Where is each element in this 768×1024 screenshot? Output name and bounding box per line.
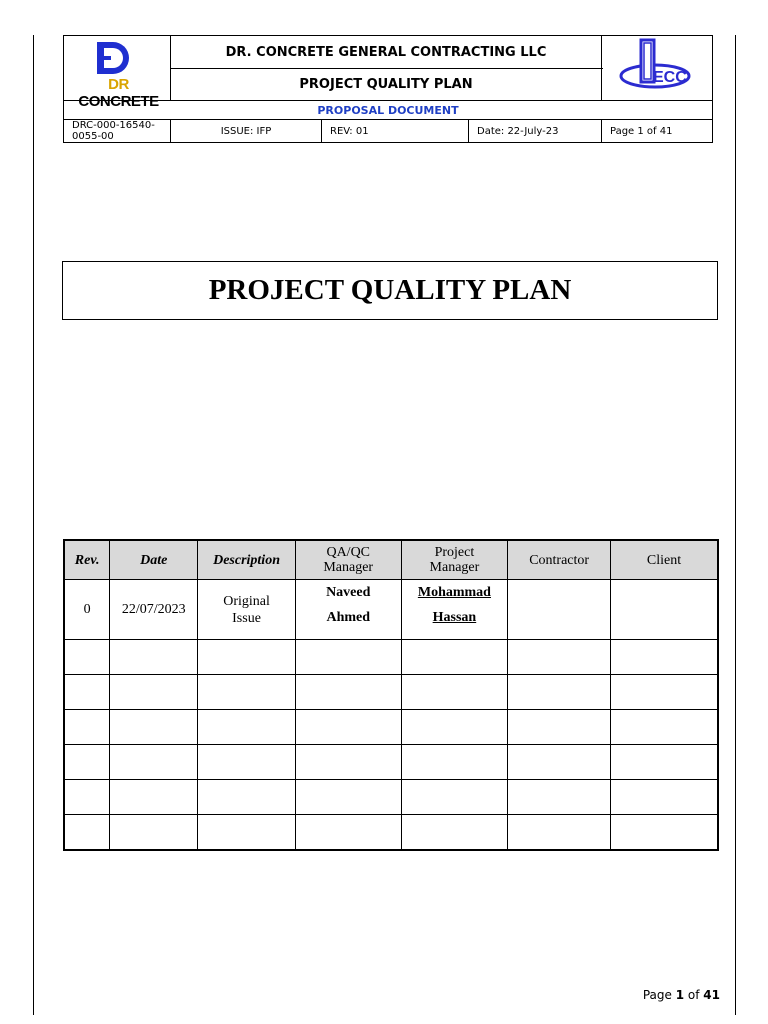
empty-cell bbox=[295, 640, 401, 675]
empty-cell bbox=[295, 710, 401, 745]
left-margin-line bbox=[33, 35, 34, 1015]
dr-concrete-logo-text: DR CONCRETE bbox=[78, 76, 159, 110]
empty-cell bbox=[198, 710, 296, 745]
empty-cell bbox=[110, 745, 198, 780]
empty-cell bbox=[295, 745, 401, 780]
revision-table-wrapper bbox=[63, 539, 719, 851]
cell-description: Original Issue bbox=[198, 580, 296, 640]
empty-cell bbox=[110, 815, 198, 851]
cell-project-manager: Mohammad Hassan bbox=[401, 580, 508, 640]
empty-cell bbox=[198, 780, 296, 815]
empty-cell bbox=[508, 780, 611, 815]
date-label: Date: 22-July-23 bbox=[469, 120, 602, 143]
ecc-logo-text: ECC bbox=[653, 69, 687, 86]
empty-cell bbox=[508, 640, 611, 675]
company-name: DR. CONCRETE GENERAL CONTRACTING LLC bbox=[171, 36, 602, 69]
header-page-label: Page 1 of 41 bbox=[602, 120, 713, 143]
empty-cell bbox=[508, 815, 611, 851]
empty-cell bbox=[64, 745, 110, 780]
empty-cell bbox=[198, 640, 296, 675]
cell-date: 22/07/2023 bbox=[110, 580, 198, 640]
col-header-description: Description bbox=[198, 540, 296, 580]
empty-cell bbox=[110, 780, 198, 815]
table-row bbox=[64, 710, 718, 745]
empty-cell bbox=[610, 745, 718, 780]
empty-cell bbox=[198, 675, 296, 710]
empty-cell bbox=[198, 745, 296, 780]
empty-cell bbox=[64, 640, 110, 675]
col-header-rev: Rev. bbox=[64, 540, 110, 580]
cell-client bbox=[610, 580, 718, 640]
right-margin-line bbox=[735, 35, 736, 1015]
table-row bbox=[64, 780, 718, 815]
table-row bbox=[64, 745, 718, 780]
col-header-project-manager: Project Manager bbox=[401, 540, 508, 580]
empty-cell bbox=[401, 780, 508, 815]
empty-cell bbox=[198, 815, 296, 851]
cell-qaqc-manager: Naveed Ahmed bbox=[295, 580, 401, 640]
dr-concrete-logo bbox=[67, 38, 167, 110]
page-footer: Page 1 of 41 bbox=[642, 988, 720, 1002]
empty-cell bbox=[401, 640, 508, 675]
empty-cell bbox=[295, 675, 401, 710]
doc-number: DRC-000-16540-0055-00 bbox=[64, 120, 171, 143]
rev-label: REV: 01 bbox=[322, 120, 469, 143]
table-header-row bbox=[64, 540, 718, 580]
ecc-logo-icon bbox=[617, 36, 697, 96]
col-header-qaqc-manager: QA/QC Manager bbox=[295, 540, 401, 580]
cell-contractor bbox=[508, 580, 611, 640]
table-row bbox=[64, 580, 718, 640]
empty-cell bbox=[610, 710, 718, 745]
empty-cell bbox=[610, 640, 718, 675]
empty-cell bbox=[401, 675, 508, 710]
total-pages: 41 bbox=[703, 988, 720, 1002]
proposal-label: PROPOSAL DOCUMENT bbox=[64, 101, 713, 120]
col-header-date: Date bbox=[110, 540, 198, 580]
empty-cell bbox=[508, 745, 611, 780]
empty-cell bbox=[401, 745, 508, 780]
dr-monogram-icon bbox=[67, 40, 167, 80]
current-page-number: 1 bbox=[675, 988, 685, 1002]
empty-cell bbox=[64, 710, 110, 745]
empty-cell bbox=[110, 675, 198, 710]
table-row bbox=[64, 815, 718, 851]
col-header-contractor: Contractor bbox=[508, 540, 611, 580]
empty-cell bbox=[610, 780, 718, 815]
empty-cell bbox=[610, 675, 718, 710]
empty-cell bbox=[64, 815, 110, 851]
empty-cell bbox=[110, 710, 198, 745]
main-title: PROJECT QUALITY PLAN bbox=[62, 261, 718, 320]
document-header bbox=[63, 35, 713, 142]
empty-cell bbox=[64, 675, 110, 710]
empty-cell bbox=[401, 815, 508, 851]
empty-cell bbox=[64, 780, 110, 815]
empty-cell bbox=[295, 815, 401, 851]
revision-table bbox=[63, 539, 719, 851]
empty-cell bbox=[610, 815, 718, 851]
cell-rev: 0 bbox=[64, 580, 110, 640]
empty-cell bbox=[508, 675, 611, 710]
header-table bbox=[63, 35, 713, 143]
ecc-logo-cell bbox=[602, 36, 713, 101]
empty-cell bbox=[295, 780, 401, 815]
empty-cell bbox=[508, 710, 611, 745]
table-row bbox=[64, 640, 718, 675]
issue-label: ISSUE: IFP bbox=[171, 120, 322, 143]
empty-cell bbox=[110, 640, 198, 675]
col-header-client: Client bbox=[610, 540, 718, 580]
header-doc-title: PROJECT QUALITY PLAN bbox=[171, 69, 602, 101]
empty-cell bbox=[401, 710, 508, 745]
dr-concrete-logo-cell bbox=[64, 36, 171, 110]
table-row bbox=[64, 675, 718, 710]
